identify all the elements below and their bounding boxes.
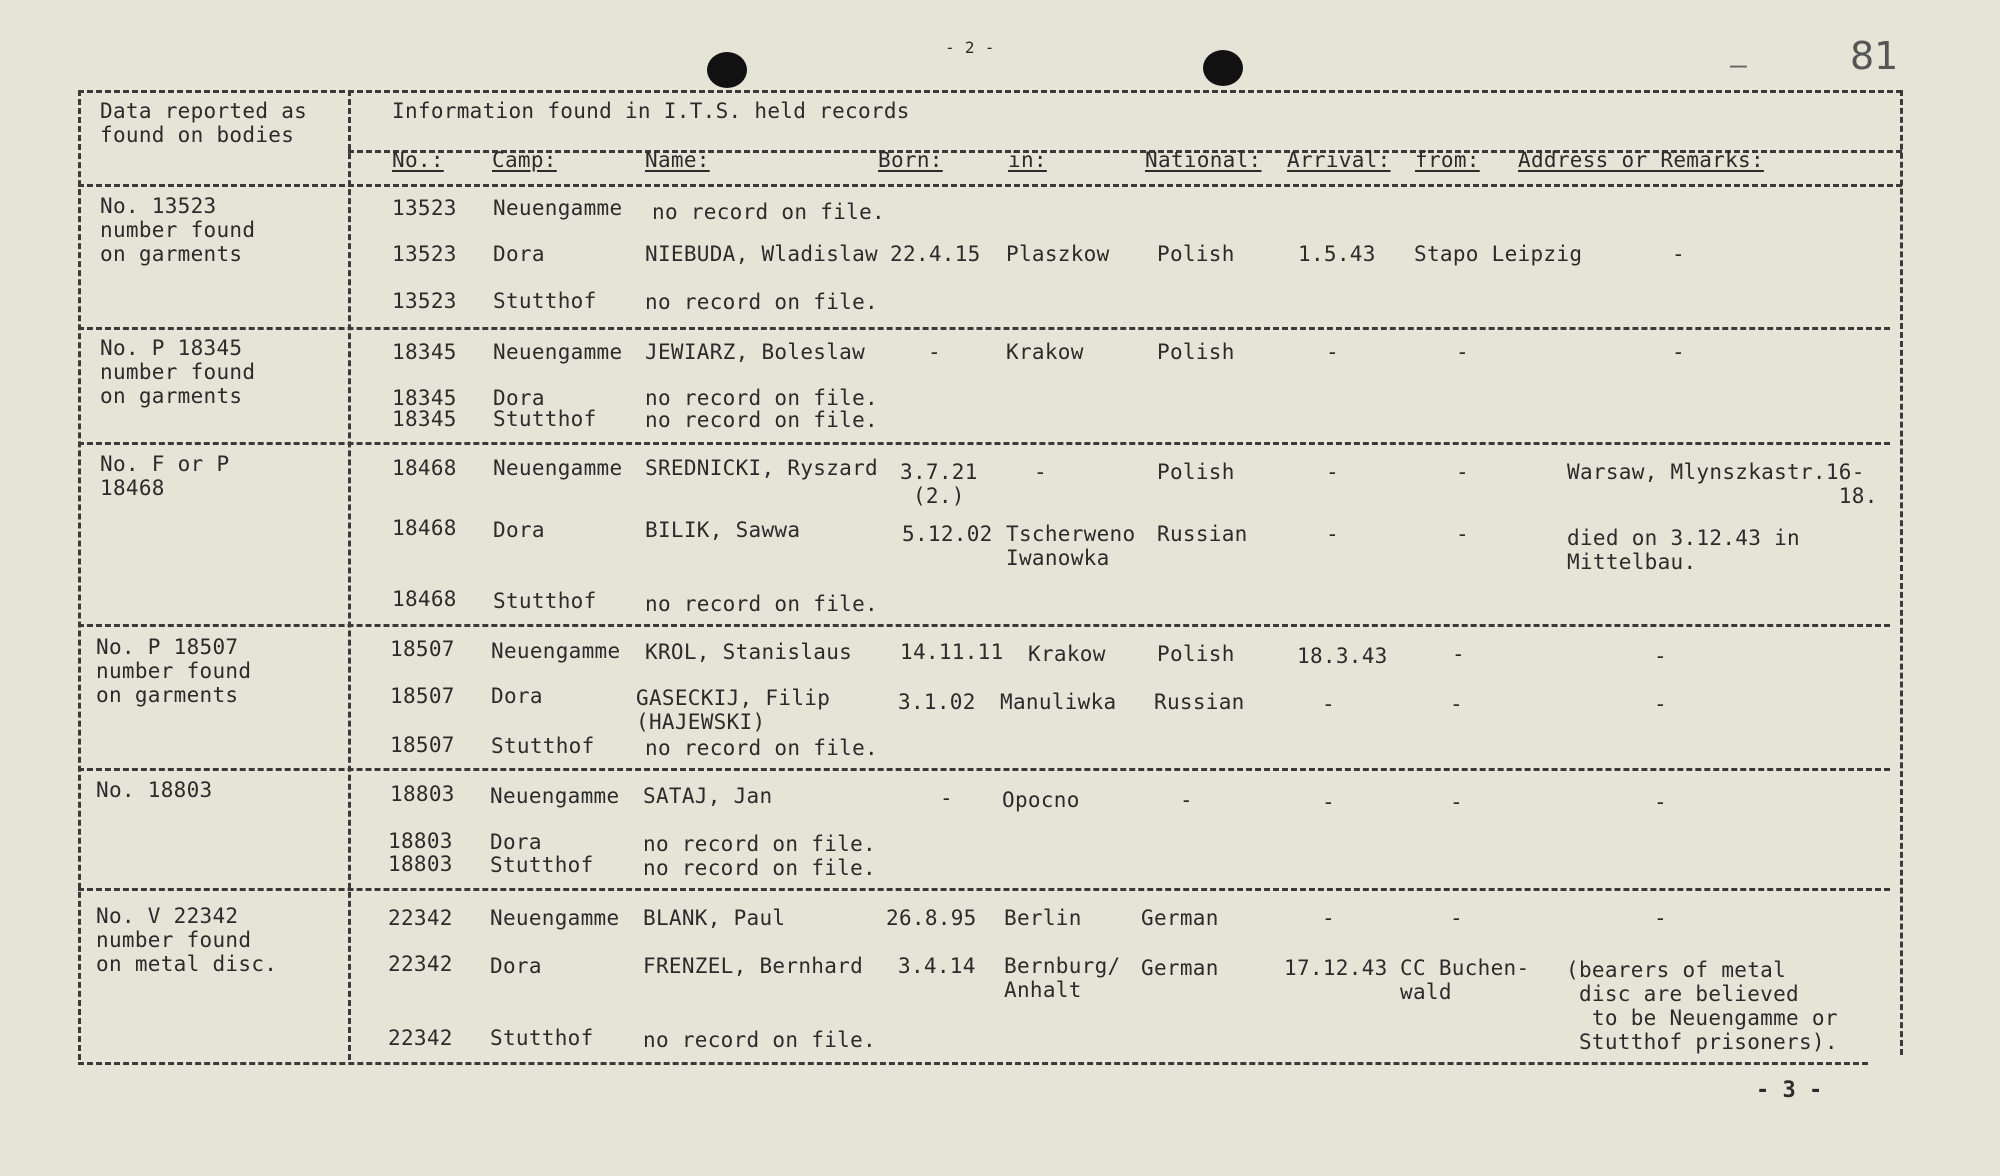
record-no: 18345 — [392, 407, 457, 431]
record-name: no record on file. — [643, 832, 876, 856]
record-camp: Stutthof — [491, 734, 595, 758]
record-from: - — [1450, 790, 1463, 814]
record-nat: Polish — [1157, 642, 1235, 666]
record-camp: Dora — [490, 954, 542, 978]
record-born: 5.12.02 — [902, 522, 993, 546]
record-no: 18507 — [390, 637, 455, 661]
record-no: 18803 — [388, 829, 453, 853]
record-from: - — [1456, 340, 1469, 364]
reported-data: No. P 18345 number found on garments — [100, 336, 256, 408]
record-name: no record on file. — [645, 592, 878, 616]
col-header-arrival: Arrival: — [1287, 148, 1391, 172]
record-in: Krakow — [1028, 642, 1106, 666]
record-in: Krakow — [1006, 340, 1084, 364]
record-nat: Polish — [1157, 242, 1235, 266]
record-camp: Dora — [493, 518, 545, 542]
col-header-in: in: — [1008, 148, 1047, 172]
punch-hole-left — [707, 52, 747, 88]
record-name: no record on file. — [645, 736, 878, 760]
record-no: 22342 — [388, 906, 453, 930]
record-no: 18468 — [392, 587, 457, 611]
record-arrival: - — [1322, 692, 1335, 716]
record-camp: Dora — [493, 242, 545, 266]
group-separator — [78, 888, 1890, 891]
page-footer: - 3 - — [1756, 1078, 1823, 1103]
frame-right — [1900, 90, 1903, 1055]
header-left: Data reported as found on bodies — [100, 99, 308, 147]
record-name: no record on file. — [643, 1028, 876, 1052]
record-from: - — [1456, 522, 1469, 546]
record-no: 18803 — [388, 852, 453, 876]
record-in: Opocno — [1002, 788, 1080, 812]
record-remarks: (bearers of metal disc are believed to be Neuengamme or Stutthof prisoners). — [1566, 958, 1838, 1054]
group-separator — [78, 327, 1890, 330]
record-in: Tscherweno Iwanowka — [1006, 522, 1136, 570]
record-name: NIEBUDA, Wladislaw — [645, 242, 878, 266]
record-arrival: - — [1326, 522, 1339, 546]
header-right: Information found in I.T.S. held records — [392, 99, 910, 123]
record-from: - — [1456, 460, 1469, 484]
record-no: 22342 — [388, 1026, 453, 1050]
frame-left — [78, 90, 81, 1060]
col-header-no: No.: — [392, 148, 444, 172]
record-name: BLANK, Paul — [643, 906, 786, 930]
record-born: - — [928, 340, 941, 364]
record-born: 26.8.95 — [886, 906, 977, 930]
record-name: BILIK, Sawwa — [645, 518, 801, 542]
record-in: Bernburg/ Anhalt — [1004, 954, 1121, 1002]
record-born: 22.4.15 — [890, 242, 981, 266]
record-name: SATAJ, Jan — [643, 784, 773, 808]
record-camp: Stutthof — [490, 853, 594, 877]
record-remarks: - — [1654, 692, 1667, 716]
record-camp: Neuengamme — [490, 784, 620, 808]
record-remarks: died on 3.12.43 in Mittelbau. — [1567, 526, 1800, 574]
record-no: 18468 — [392, 516, 457, 540]
record-nat: Polish — [1157, 460, 1235, 484]
frame-top — [78, 90, 1902, 93]
record-arrival: - — [1326, 460, 1339, 484]
col-header-born: Born: — [878, 148, 943, 172]
group-separator — [78, 442, 1890, 445]
col-header-name: Name: — [645, 148, 710, 172]
record-camp: Neuengamme — [493, 340, 623, 364]
record-from: CC Buchen- wald — [1400, 956, 1530, 1004]
record-no: 18345 — [392, 386, 457, 410]
page-number: 81 — [1850, 34, 1899, 78]
record-arrival: 1.5.43 — [1298, 242, 1376, 266]
record-name: no record on file. — [652, 200, 885, 224]
record-remarks: - — [1654, 644, 1667, 668]
record-nat: Russian — [1154, 690, 1245, 714]
record-nat: - — [1180, 788, 1193, 812]
record-name: KROL, Stanislaus — [645, 640, 853, 664]
record-from: - — [1450, 906, 1463, 930]
record-arrival: - — [1322, 790, 1335, 814]
record-name: no record on file. — [645, 290, 878, 314]
record-remarks: Warsaw, Mlynszkastr.16- 18. — [1567, 460, 1878, 508]
record-no: 13523 — [392, 242, 457, 266]
record-remarks: - — [1654, 790, 1667, 814]
record-nat: Russian — [1157, 522, 1248, 546]
header-bottom-rule — [78, 184, 1902, 187]
record-arrival: - — [1322, 906, 1335, 930]
group-separator — [78, 768, 1890, 771]
record-camp: Stutthof — [490, 1026, 594, 1050]
record-name: JEWIARZ, Boleslaw — [645, 340, 866, 364]
record-nat: Polish — [1157, 340, 1235, 364]
record-no: 18803 — [390, 782, 455, 806]
column-divider — [348, 90, 351, 1060]
record-camp: Dora — [490, 830, 542, 854]
record-in: Plaszkow — [1006, 242, 1110, 266]
record-from: - — [1452, 642, 1465, 666]
record-camp: Neuengamme — [493, 196, 623, 220]
frame-bottom — [78, 1062, 1868, 1065]
col-header-remarks: Address or Remarks: — [1518, 148, 1764, 172]
record-no: 13523 — [392, 196, 457, 220]
record-camp: Neuengamme — [491, 639, 621, 663]
record-remarks: - — [1672, 340, 1685, 364]
record-arrival: - — [1326, 340, 1339, 364]
record-name: no record on file. — [643, 856, 876, 880]
punch-hole-right — [1203, 50, 1243, 86]
record-name: GASECKIJ, Filip (HAJEWSKI) — [636, 686, 831, 734]
record-remarks: - — [1654, 906, 1667, 930]
record-nat: German — [1141, 956, 1219, 980]
record-in: - — [1034, 460, 1047, 484]
record-in: Manuliwka — [1000, 690, 1117, 714]
top-mark: - 2 - — [945, 38, 995, 57]
record-no: 13523 — [392, 289, 457, 313]
col-header-camp: Camp: — [492, 148, 557, 172]
reported-data: No. V 22342 number found on metal disc. — [96, 904, 278, 976]
record-no: 18345 — [392, 340, 457, 364]
record-remarks: - — [1672, 242, 1685, 266]
record-camp: Stutthof — [493, 589, 597, 613]
record-born: 14.11.11 — [900, 640, 1004, 664]
record-no: 18507 — [390, 733, 455, 757]
record-from: - — [1450, 692, 1463, 716]
reported-data: No. 13523 number found on garments — [100, 194, 256, 266]
reported-data: No. 18803 — [96, 778, 213, 802]
record-camp: Dora — [491, 684, 543, 708]
record-name: FRENZEL, Bernhard — [643, 954, 864, 978]
record-name: no record on file. — [645, 408, 878, 432]
group-separator — [78, 624, 1890, 627]
record-born: - — [940, 786, 953, 810]
record-born: 3.1.02 — [898, 690, 976, 714]
reported-data: No. F or P 18468 — [100, 452, 230, 500]
col-header-from: from: — [1415, 148, 1480, 172]
record-no: 18468 — [392, 456, 457, 480]
record-camp: Neuengamme — [493, 456, 623, 480]
corner-dash: – — [1730, 48, 1747, 81]
record-camp: Neuengamme — [490, 906, 620, 930]
record-in: Berlin — [1004, 906, 1082, 930]
record-name: no record on file. — [645, 386, 878, 410]
record-arrival: 17.12.43 — [1284, 956, 1388, 980]
col-header-national: National: — [1145, 148, 1262, 172]
record-from: Stapo Leipzig — [1414, 242, 1583, 266]
record-born: 3.4.14 — [898, 954, 976, 978]
record-name: SREDNICKI, Ryszard — [645, 456, 878, 480]
record-camp: Stutthof — [493, 407, 597, 431]
record-camp: Dora — [493, 386, 545, 410]
record-arrival: 18.3.43 — [1297, 644, 1388, 668]
record-no: 22342 — [388, 952, 453, 976]
record-no: 18507 — [390, 684, 455, 708]
record-nat: German — [1141, 906, 1219, 930]
record-camp: Stutthof — [493, 289, 597, 313]
reported-data: No. P 18507 number found on garments — [96, 635, 252, 707]
record-born: 3.7.21 (2.) — [900, 460, 978, 508]
